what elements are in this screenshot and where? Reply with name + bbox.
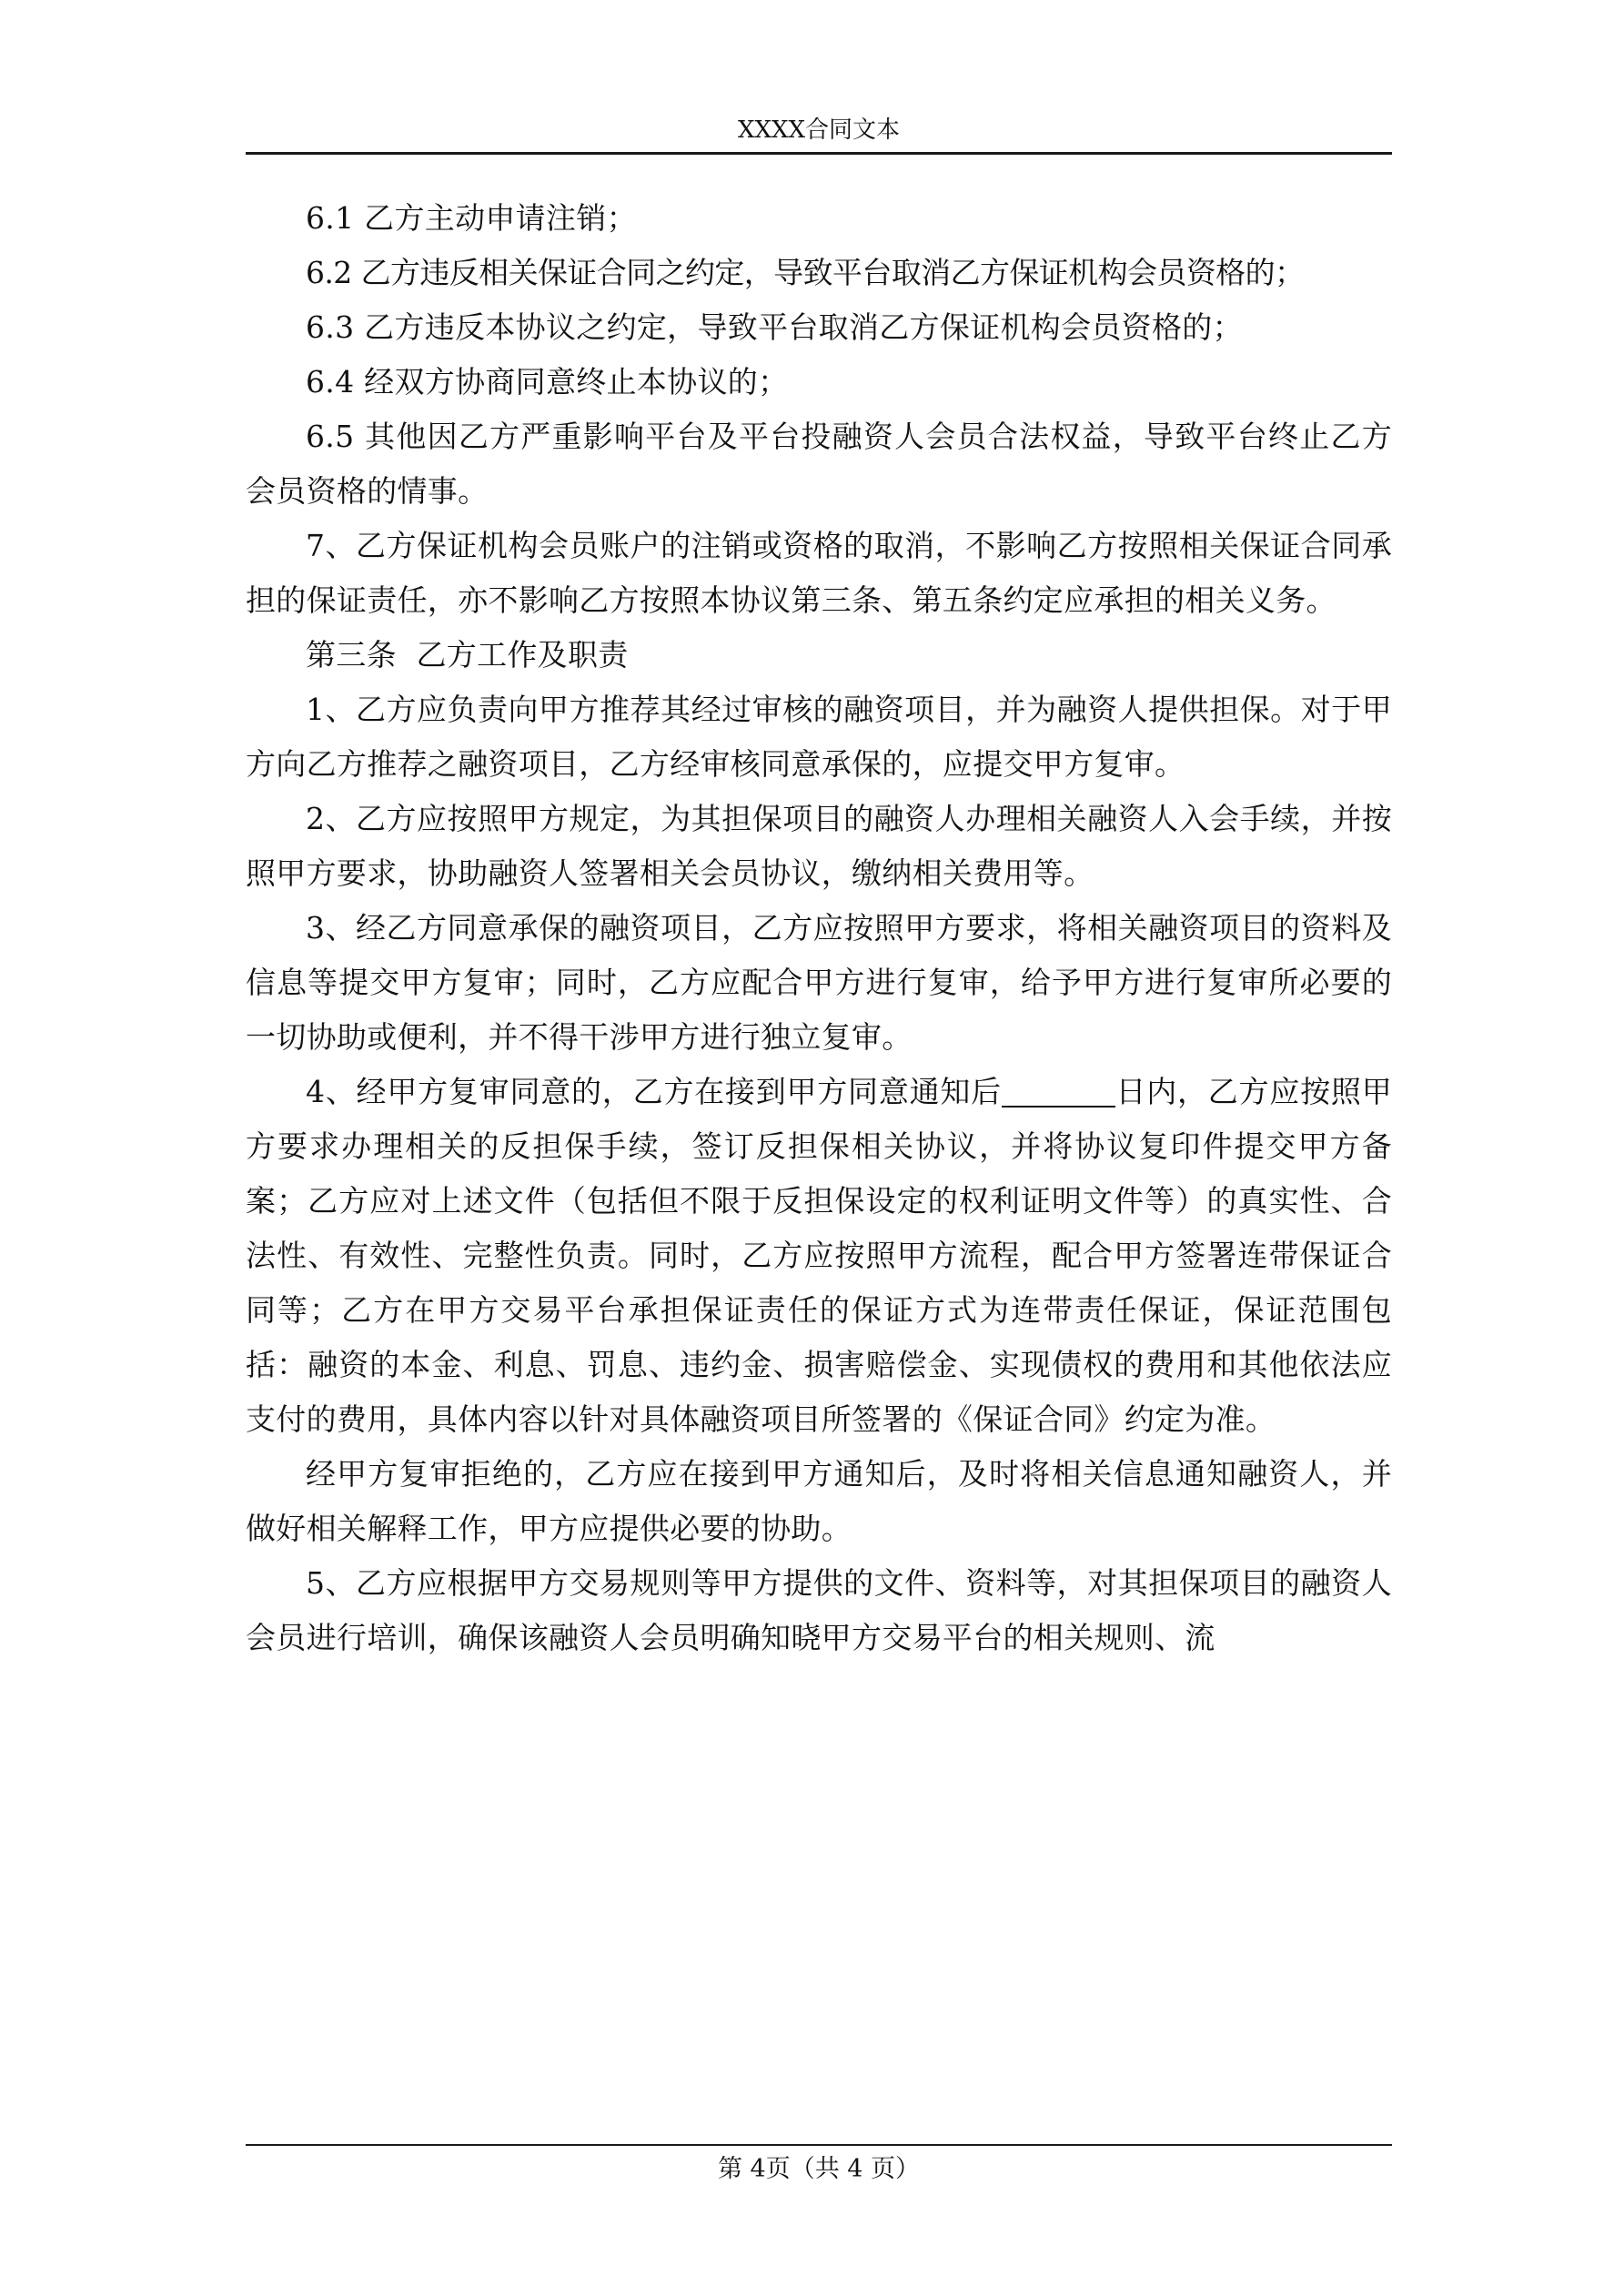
header-title: XXXX合同文本	[737, 116, 901, 144]
article-3-heading: 第三条 乙方工作及职责	[306, 637, 629, 673]
page-header	[246, 109, 1392, 155]
clause-6-5: 6.5 其他因乙方严重影响平台及平台投融资人会员合法权益，导致平台终止乙方会员资格的情事。	[246, 419, 1392, 509]
article-3-item-5: 5、乙方应根据甲方交易规则等甲方提供的文件、资料等，对其担保项目的融资人会员进行培训，确保该融资人会员明确知晓甲方交易平台的相关规则、流	[246, 1565, 1392, 1655]
article-3-item-4	[246, 1065, 1392, 1447]
clause-6-4: 6.4 经双方协商同意终止本协议的；	[306, 364, 789, 400]
clause-6-2: 6.2 乙方违反相关保证合同之约定，导致平台取消乙方保证机构会员资格的；	[306, 255, 1305, 290]
clause-6-1: 6.1 乙方主动申请注销；	[306, 200, 637, 236]
article-3-item-1: 1、乙方应负责向甲方推荐其经过审核的融资项目，并为融资人提供担保。对于甲方向乙方推荐之融资项目，乙方经审核同意承保的，应提交甲方复审。	[246, 692, 1392, 782]
fill-in-blank-days	[1002, 1076, 1115, 1108]
page-footer	[246, 2144, 1392, 2193]
document-body	[246, 191, 1392, 1665]
page-number: 第 4页（共 4 页）	[717, 2155, 921, 2183]
item-4-text-rest: 日内，乙方应按照甲方要求办理相关的反担保手续，签订反担保相关协议，并将协议复印件提交甲方备案；乙方应对上述文件（包括但不限于反担保设定的权利证明文件等）的真实性、合法性、有效性、完整性负责。同时，乙方应按照甲方流程，配合甲方签署连带保证合同等；乙方在甲方交易平台承担保证责任的保证方式为连带责任保证，保证范围包括：融资的本金、利息、罚息、违约金、损害赔偿金、实现债权的费用和其他依法应支付的费用，具体内容以针对具体融资项目所签署的《保证合同》约定为准。	[246, 1074, 1392, 1437]
article-3-item-2: 2、乙方应按照甲方规定，为其担保项目的融资人办理相关融资人入会手续，并按照甲方要求，协助融资人签署相关会员协议，缴纳相关费用等。	[246, 801, 1392, 891]
clause-6-3: 6.3 乙方违反本协议之约定，导致平台取消乙方保证机构会员资格的；	[306, 309, 1243, 345]
item-4-text-start: 4、经甲方复审同意的，乙方在接到甲方同意通知后	[306, 1074, 1002, 1109]
article-3-item-3: 3、经乙方同意承保的融资项目，乙方应按照甲方要求，将相关融资项目的资料及信息等提交甲方复审；同时，乙方应配合甲方进行复审，给予甲方进行复审所必要的一切协助或便利，并不得干涉甲方进行独立复审。	[246, 910, 1392, 1055]
clause-7: 7、乙方保证机构会员账户的注销或资格的取消，不影响乙方按照相关保证合同承担的保证责任，亦不影响乙方按照本协议第三条、第五条约定应承担的相关义务。	[246, 528, 1392, 618]
review-rejection-paragraph: 经甲方复审拒绝的，乙方应在接到甲方通知后，及时将相关信息通知融资人，并做好相关解释工作，甲方应提供必要的协助。	[246, 1456, 1392, 1546]
